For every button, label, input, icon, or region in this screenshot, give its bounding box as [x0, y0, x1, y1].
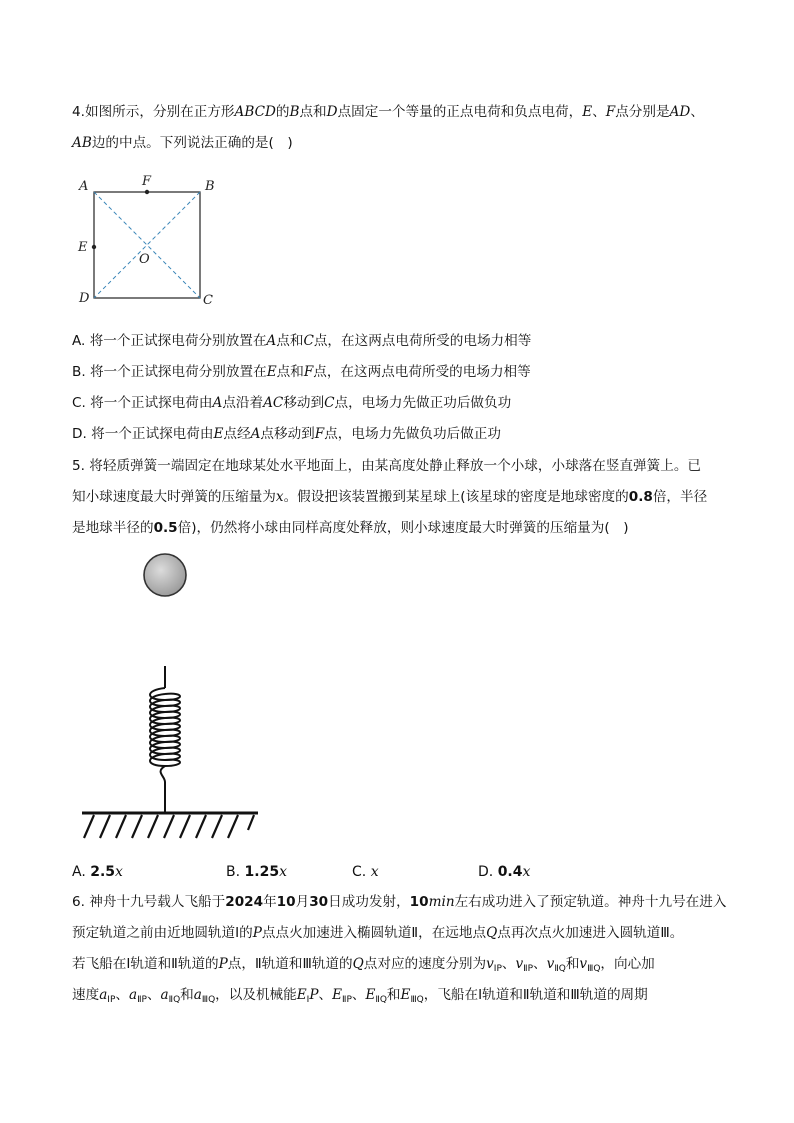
var: x	[522, 864, 531, 880]
q4-option-b	[72, 362, 531, 382]
subscript: ⅢQ	[587, 964, 601, 974]
var-q: Q	[352, 956, 364, 972]
subscript: ⅡP	[137, 995, 147, 1005]
var: C	[324, 395, 335, 411]
text: 点，电场力先做正功后做负功	[334, 395, 512, 411]
text: 倍)，仍然将小球由同样高度处释放，则小球速度最大时弹簧的压缩量为( )	[177, 520, 629, 536]
q6-stem-line2	[72, 923, 683, 943]
var: E	[213, 426, 224, 442]
text: 如图所示，分别在正方形	[84, 104, 235, 120]
ball	[144, 554, 186, 596]
label-d: D	[79, 291, 90, 306]
q5-stem-line1: 5. 将轻质弹簧一端固定在地球某处水平地面上，由某高度处静止释放一个小球，小球落在竖直弹簧上。已	[72, 458, 702, 474]
text: 、	[351, 987, 366, 1003]
var: F	[303, 364, 314, 380]
subscript: ⅡQ	[375, 995, 387, 1005]
text: 点，在这两点电荷所受的电场力相等	[313, 364, 531, 380]
text: 点固定一个等量的正点电荷和负点电荷，	[337, 104, 583, 120]
point-f-dot	[145, 190, 149, 194]
label-a: A	[79, 179, 89, 194]
var-e: E	[582, 104, 593, 120]
q5-stem-line2	[72, 487, 707, 507]
var-abcd: ABCD	[234, 104, 276, 120]
subscript: ⅠP	[107, 995, 116, 1005]
text: 和	[180, 987, 194, 1003]
q5-option-c	[352, 862, 379, 882]
var-ad: AD	[669, 104, 691, 120]
label: C.	[352, 864, 371, 880]
num: 1.25	[244, 864, 280, 880]
q5-option-b	[226, 862, 287, 882]
label: D.	[478, 864, 498, 880]
var-a: a	[99, 987, 108, 1003]
num: 2024	[225, 894, 264, 910]
text: ，向心加	[600, 956, 655, 972]
num: 0.5	[153, 520, 178, 536]
num: 10	[276, 894, 296, 910]
text: 速度	[72, 987, 100, 1003]
label-c: C	[203, 293, 213, 308]
text: ，以及机械能	[215, 987, 297, 1003]
q4-number: 4.	[72, 104, 85, 120]
subscript: ⅢQ	[410, 995, 424, 1005]
spring	[150, 666, 180, 812]
var: x	[279, 864, 287, 880]
q6-stem-line3	[72, 954, 655, 979]
q4-option-a	[72, 331, 531, 351]
num: 2.5	[90, 864, 116, 880]
text: 是地球半径的	[72, 520, 154, 536]
var: A	[250, 426, 261, 442]
num: 10	[409, 894, 429, 910]
var-a: a	[193, 987, 202, 1003]
text: 6. 神舟十九号载人飞船于	[72, 894, 226, 910]
text: 点点火加速进入椭圆轨道Ⅱ，在远地点	[261, 925, 487, 941]
text: 。假设把该装置搬到某星球上(该星球的密度是地球密度的	[283, 489, 629, 505]
text: D. 将一个正试探电荷由	[72, 426, 214, 442]
var-a: a	[160, 987, 169, 1003]
text: 、	[318, 987, 333, 1003]
var: F	[314, 426, 325, 442]
q5-option-d	[478, 862, 530, 882]
point-e-dot	[92, 245, 96, 249]
var-b: B	[289, 104, 300, 120]
text: 若飞船在Ⅰ轨道和Ⅱ轨道的	[72, 956, 219, 972]
var-ab: AB	[72, 135, 92, 151]
num: 30	[309, 894, 329, 910]
text: 点和	[276, 333, 304, 349]
text: 倍，半径	[652, 489, 708, 505]
q6-stem-line4	[72, 985, 648, 1010]
label: B.	[226, 864, 245, 880]
var-q: Q	[486, 925, 498, 941]
text: ，飞船在Ⅰ轨道和Ⅱ轨道和Ⅲ轨道的周期	[423, 987, 648, 1003]
var-p: P	[252, 925, 262, 941]
text: 点，在这两点电荷所受的电场力相等	[313, 333, 532, 349]
text: 点，Ⅱ轨道和Ⅲ轨道的	[227, 956, 353, 972]
var: AC	[263, 395, 284, 411]
unit-min: min	[428, 894, 455, 910]
q5-stem-line3	[72, 518, 629, 538]
text: 点和	[299, 104, 327, 120]
text: 日成功发射，	[328, 894, 410, 910]
text: 点对应的速度分别为	[363, 956, 487, 972]
var-v: v	[515, 956, 524, 972]
ground-hatch	[84, 815, 254, 838]
text: A. 将一个正试探电荷分别放置在	[72, 333, 267, 349]
subscript: ⅡP	[523, 964, 534, 974]
text: 边的中点。下列说法正确的是( )	[91, 135, 293, 151]
text: 、	[533, 956, 547, 972]
text: 点再次点火加速进入圆轨道Ⅲ。	[497, 925, 684, 941]
subscript: ⅠP	[493, 964, 502, 974]
num: 0.8	[628, 489, 653, 505]
label-b: B	[205, 179, 215, 194]
text: 、	[690, 104, 704, 120]
num: 0.4	[497, 864, 523, 880]
text: 点经	[223, 426, 251, 442]
label-o: O	[139, 252, 150, 267]
q4-option-c	[72, 393, 511, 413]
text: 左右成功进入了预定轨道。神舟十九号在进入	[454, 894, 727, 910]
q4-stem-line2	[72, 133, 293, 153]
var-p: P	[309, 987, 319, 1003]
text: 点分别是	[615, 104, 670, 120]
var: C	[303, 333, 314, 349]
var: x	[370, 864, 379, 880]
subscript: ⅡQ	[554, 964, 566, 974]
label-e: E	[78, 240, 88, 255]
var-e: E	[365, 987, 376, 1003]
var-v: v	[579, 956, 588, 972]
text: 点移动到	[260, 426, 315, 442]
text: B. 将一个正试探电荷分别放置在	[72, 364, 267, 380]
var-x: x	[275, 489, 284, 505]
q4-square-figure	[72, 170, 222, 310]
text: 和	[565, 956, 580, 972]
var-e: E	[296, 987, 307, 1003]
var-v: v	[546, 956, 555, 972]
text: 和	[386, 987, 401, 1003]
text: 点，电场力先做负功后做正功	[324, 426, 501, 442]
var-p: P	[218, 956, 228, 972]
var: A	[212, 395, 223, 411]
q6-stem-line1	[72, 892, 726, 912]
text: 、	[115, 987, 129, 1003]
subscript: ⅡQ	[168, 995, 181, 1005]
text: 点沿着	[222, 395, 264, 411]
text: 年	[263, 894, 277, 910]
text: 、	[501, 956, 516, 972]
var: x	[115, 864, 123, 880]
text: 、	[592, 104, 606, 120]
var-d: D	[326, 104, 338, 120]
text: 、	[146, 987, 161, 1003]
text: 月	[295, 894, 310, 910]
q5-option-a	[72, 862, 123, 882]
var-e: E	[332, 987, 343, 1003]
q5-spring-figure	[80, 550, 265, 845]
var-v: v	[486, 956, 494, 972]
text: 的	[275, 104, 290, 120]
label-f: F	[142, 174, 152, 189]
text: 知小球速度最大时弹簧的压缩量为	[72, 489, 276, 505]
var: A	[266, 333, 277, 349]
var-f: F	[605, 104, 616, 120]
label: A.	[72, 864, 91, 880]
var: E	[266, 364, 277, 380]
q4-stem-line1	[72, 102, 704, 122]
text: 移动到	[283, 395, 325, 411]
text: C. 将一个正试探电荷由	[72, 395, 213, 411]
var-a: a	[128, 987, 138, 1003]
subscript: ⅢQ	[201, 995, 216, 1005]
text: 预定轨道之前由近地圆轨道Ⅰ的	[72, 925, 253, 941]
text: 点和	[276, 364, 304, 380]
var-e: E	[400, 987, 411, 1003]
q4-option-d	[72, 424, 501, 444]
subscript: ⅡP	[342, 995, 352, 1005]
subscript: Ⅰ	[306, 995, 310, 1005]
